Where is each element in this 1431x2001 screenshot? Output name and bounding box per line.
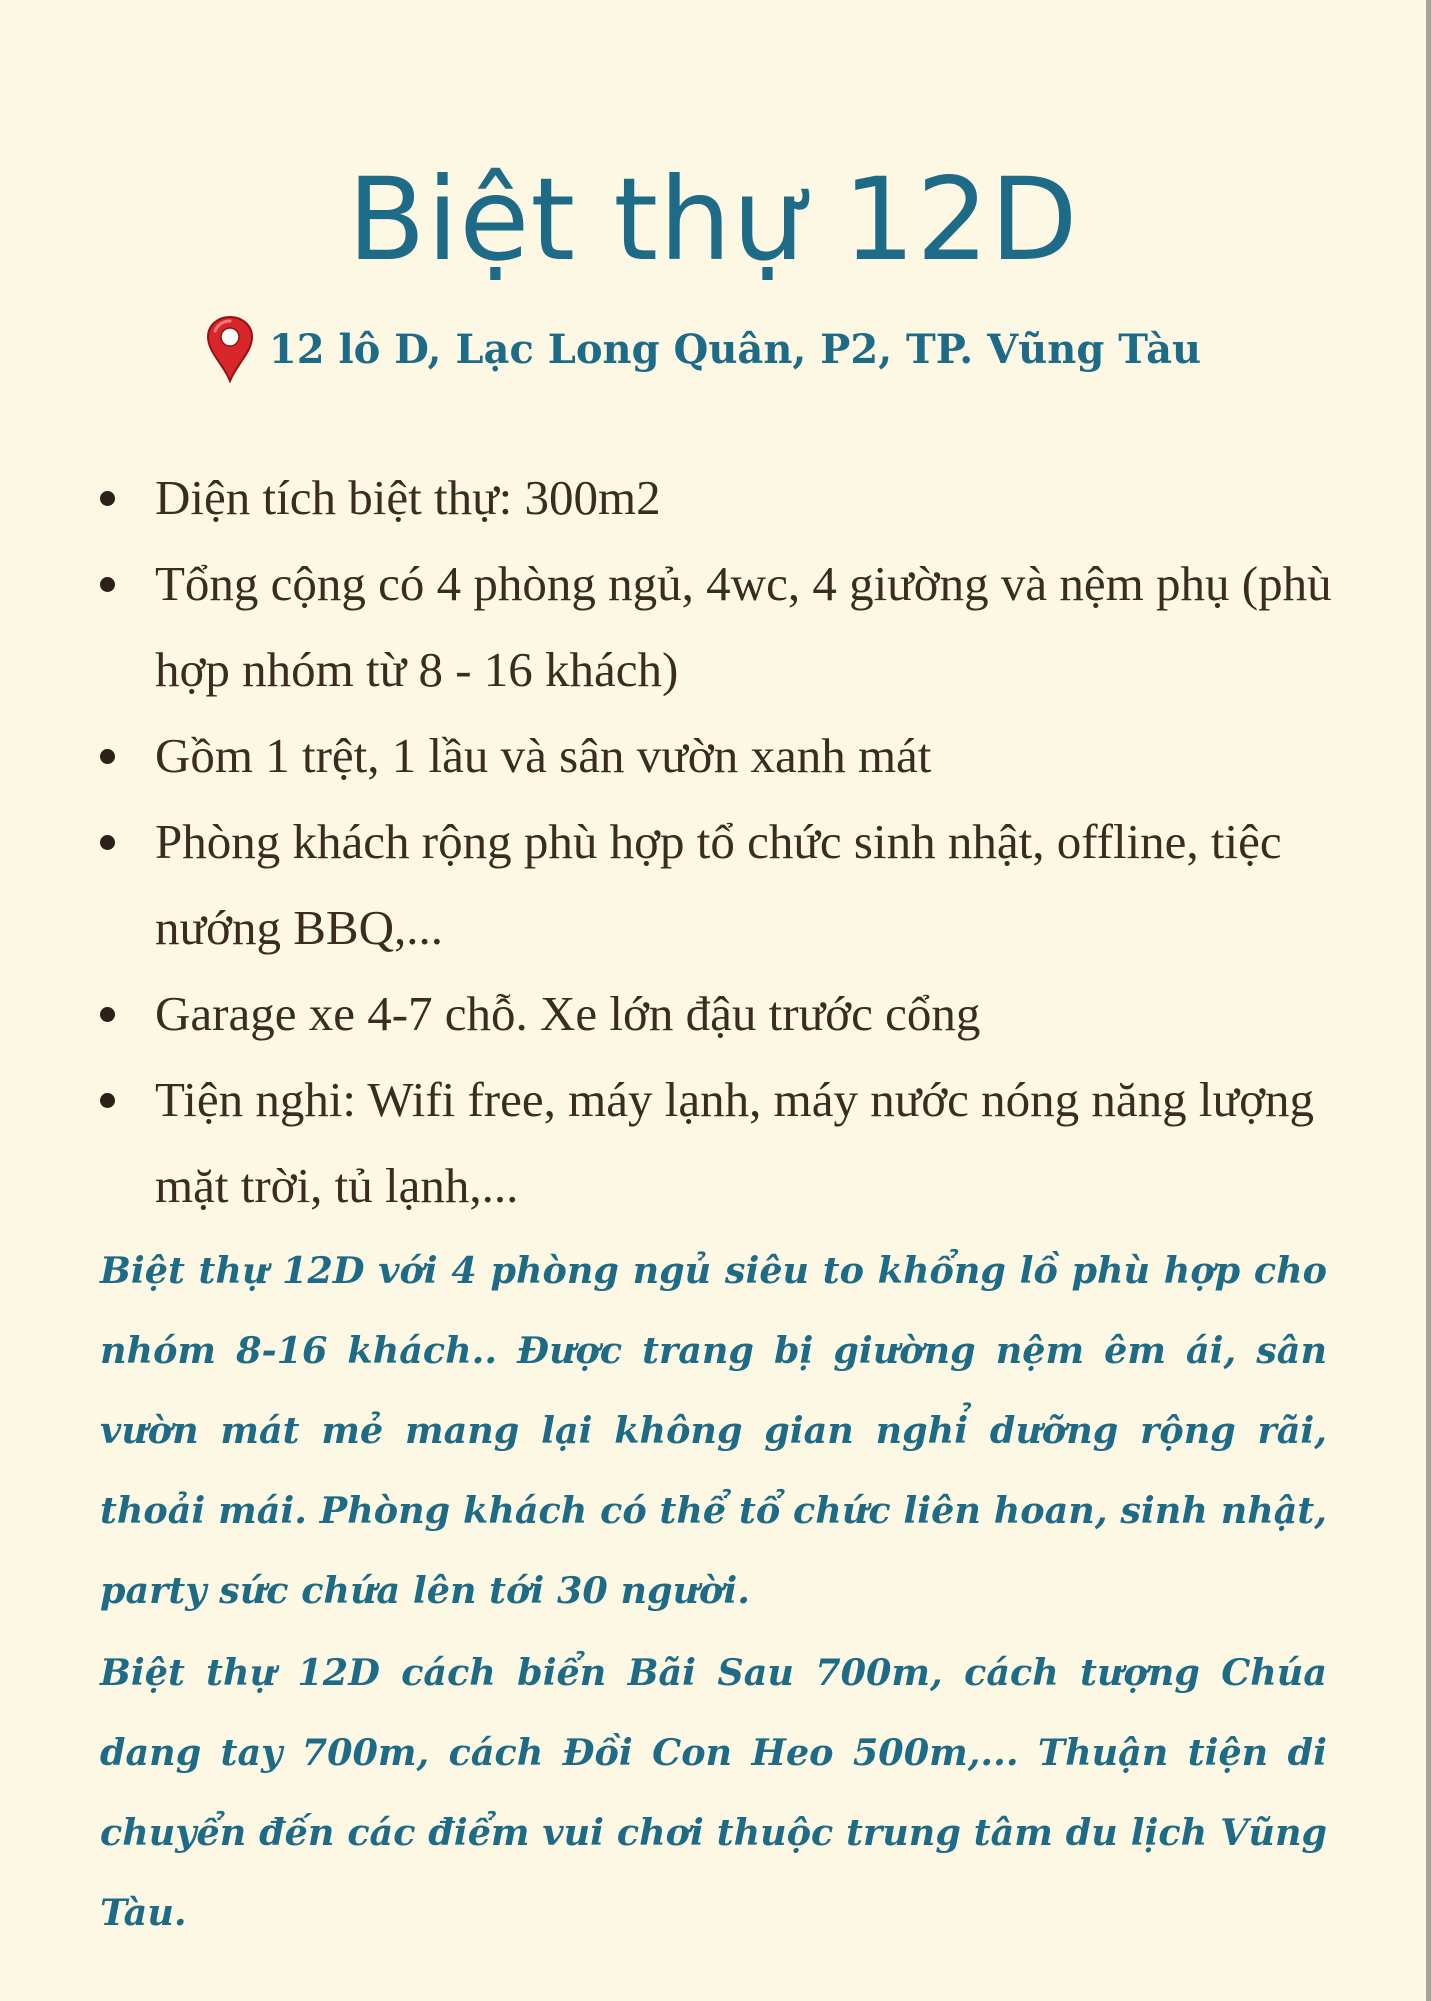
description-paragraph-2: Biệt thự 12D cách biển Bãi Sau 700m, cách tượng Chúa dang tay 700m, cách Đồi Con Heo 500m,... Thuận tiện di chuyển đến các điểm vui chơi thuộc trung tâm du lịch Vũng Tàu. <box>100 1651 1327 1934</box>
bullet-icon <box>100 1007 115 1022</box>
bullet-icon <box>100 1093 115 1108</box>
feature-item <box>95 1057 1385 1229</box>
address-text: 12 lô D, Lạc Long Quân, P2, TP. Vũng Tàu <box>268 325 1202 373</box>
feature-item <box>95 455 1385 541</box>
feature-item <box>95 799 1385 971</box>
bullet-icon <box>100 835 115 850</box>
map-pin-icon <box>205 315 255 383</box>
feature-text: Tiện nghi: Wifi free, máy lạnh, máy nước nóng năng lượng mặt trời, tủ lạnh,... <box>155 1072 1315 1213</box>
feature-list <box>95 455 1385 1229</box>
feature-text: Diện tích biệt thự: 300m2 <box>155 470 661 525</box>
feature-item <box>95 971 1385 1057</box>
feature-text: Garage xe 4-7 chỗ. Xe lớn đậu trước cổng <box>155 986 981 1041</box>
bullet-icon <box>100 577 115 592</box>
feature-text: Phòng khách rộng phù hợp tổ chức sinh nhật, offline, tiệc nướng BBQ,... <box>155 814 1282 955</box>
feature-item <box>95 713 1385 799</box>
description-paragraph-1: Biệt thự 12D với 4 phòng ngủ siêu to khổng lồ phù hợp cho nhóm 8-16 khách.. Được trang bị giường nệm êm ái, sân vườn mát mẻ mang lại không gian nghỉ dưỡng rộng rãi, thoải mái. Phòng khách có thể tổ chức liên hoan, sinh nhật, party sức chứa lên tới 30 người. <box>100 1249 1327 1612</box>
feature-text: Tổng cộng có 4 phòng ngủ, 4wc, 4 giường và nệm phụ (phù hợp nhóm từ 8 - 16 khách) <box>155 556 1332 697</box>
feature-item <box>95 541 1385 713</box>
feature-text: Gồm 1 trệt, 1 lầu và sân vườn xanh mát <box>155 728 932 783</box>
bullet-icon <box>100 749 115 764</box>
page-title: Biệt thự 12D <box>347 153 1079 286</box>
bullet-icon <box>100 491 115 506</box>
address-line <box>0 315 1426 383</box>
